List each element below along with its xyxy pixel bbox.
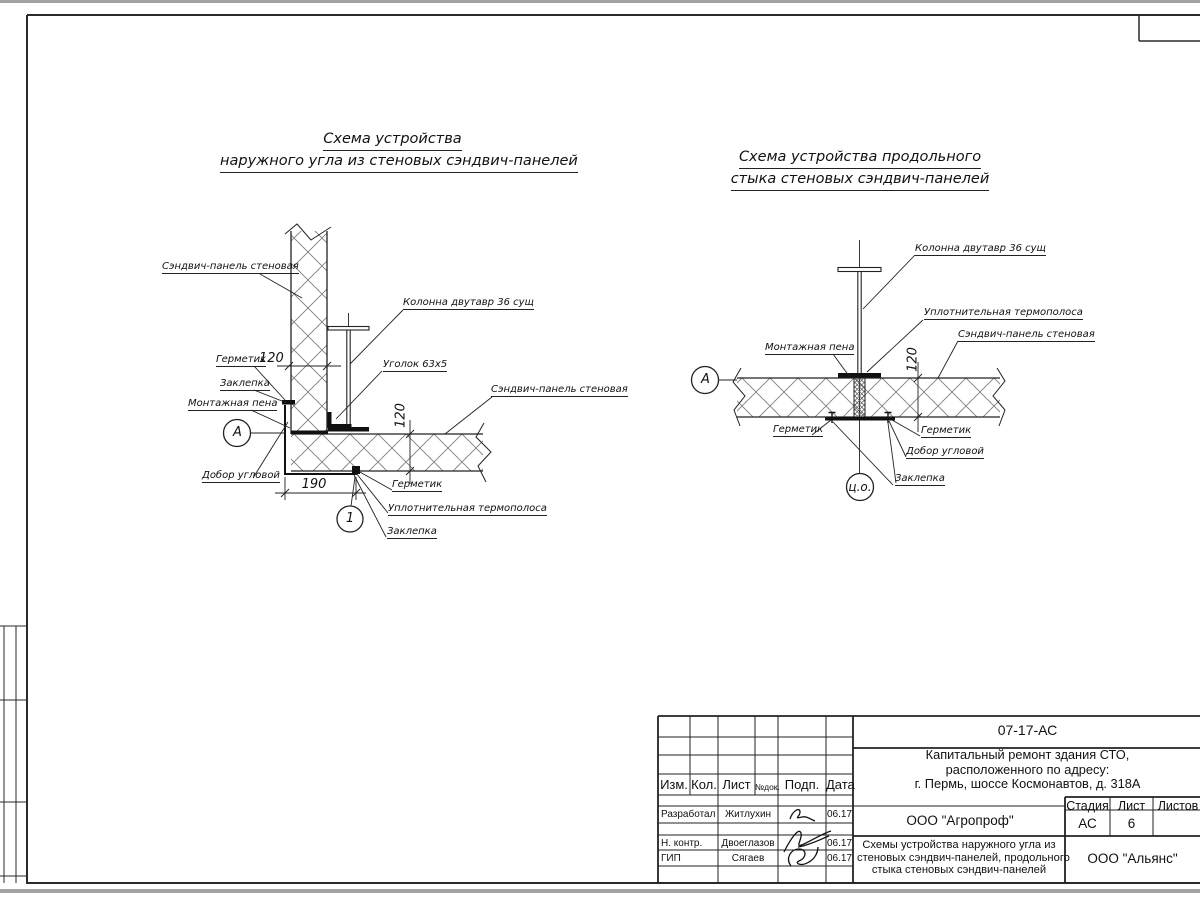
label-rivet-right: Заклепка (895, 473, 945, 484)
date-row1: 06.17 (826, 809, 853, 820)
joint-thermal-strip (854, 378, 865, 417)
label-thermal-strip-right: Уплотнительная термополоса (924, 307, 1083, 318)
titleblock-col-data: Дата (826, 777, 855, 792)
titleblock-project-name (857, 748, 1198, 792)
signatures (784, 810, 831, 866)
right-title-line2: стыка стеновых сэндвич-панелей (731, 169, 990, 191)
label-foam-right: Монтажная пена (765, 342, 855, 353)
left-title-line1: Схема устройства (323, 129, 461, 151)
label-rivet-top: Заклепка (220, 378, 270, 389)
label-corner-trim-left: Добор угловой (202, 470, 280, 481)
label-sandwich-panel-top: Сэндвич-панель стеновая (162, 261, 299, 272)
sheet-title (857, 839, 1070, 877)
label-sandwich-panel: Сэндвич-панель стеновая (958, 329, 1095, 340)
label-angle: Уголок 63х5 (383, 359, 448, 370)
label-sandwich-panel-right: Сэндвич-панель стеновая (491, 384, 628, 395)
role-nkontr: Н. контр. (661, 838, 703, 849)
role-gip: ГИП (661, 853, 681, 864)
label-sealant-bottom: Герметик (392, 479, 443, 490)
center-axis-callout: ц.о. (848, 480, 872, 494)
label-column-right: Колонна двутавр 36 сущ (915, 243, 1046, 254)
left-diagram-title (220, 129, 578, 173)
left-title-line2: наружного угла из стеновых сэндвич-панелей (220, 151, 578, 173)
signature-zhitlukhin (790, 810, 815, 821)
titleblock-col-kol: Кол. (691, 777, 717, 792)
sheet-title-line3: стыка стеновых сэндвич-панелей (871, 864, 1047, 877)
org-customer: ООО "Альянс" (1087, 851, 1178, 866)
date-row3: 06.17 (826, 853, 853, 864)
label-sealant-right: Герметик (921, 425, 972, 436)
dim-panel-thickness-left: 120 (259, 351, 284, 366)
label-sealant-left: Герметик (773, 424, 824, 435)
axis-callout-right: А (701, 372, 710, 387)
stage-value: АС (1078, 816, 1097, 831)
sheets-label: Листов (1157, 799, 1199, 813)
right-title-line1: Схема устройства продольного (739, 147, 981, 169)
signature-dvoeglazov (784, 831, 831, 852)
titleblock-col-podp: Подп. (784, 777, 820, 792)
right-diagram-title (700, 147, 1020, 191)
name-zhitlukhin: Житлухин (724, 809, 772, 820)
name-dvoeglazov: Двоеглазов (721, 838, 775, 849)
label-corner-trim-right: Добор угловой (906, 446, 984, 457)
leaders-left (251, 274, 492, 537)
label-foam-left: Монтажная пена (188, 398, 278, 409)
name-syagaev: Сягаев (731, 853, 765, 864)
titleblock-col-ndoc: №док. (755, 782, 780, 792)
project-line3: г. Пермь, шоссе Космонавтов, д. 318А (914, 776, 1141, 791)
dim-bottom-panel-thickness: 120 (393, 403, 409, 428)
org-designer: ООО "Агропроф" (906, 813, 1014, 828)
bottom-trim (825, 417, 895, 421)
column-ibeam-right (838, 240, 881, 378)
project-line2: расположенного по адресу: (945, 761, 1110, 777)
titleblock-doc-number: 07-17-АС (997, 722, 1058, 738)
sheet-label: Лист (1117, 799, 1146, 813)
dim-corner-offset: 190 (301, 477, 327, 492)
label-column-left: Колонна двутавр 36 сущ (403, 297, 534, 308)
role-razrabotal: Разработал (661, 809, 716, 820)
project-line1: Капитальный ремонт здания СТО, (925, 747, 1130, 762)
date-row2: 06.17 (826, 838, 853, 849)
column-ibeam-left (328, 313, 370, 432)
right-diagram-geometry (692, 240, 1006, 501)
sheet-title-line2: стеновых сэндвич-панелей, продольного (857, 851, 1070, 864)
label-rivet-bottom: Заклепка (387, 526, 437, 537)
titleblock-col-izm: Изм. (660, 777, 688, 792)
label-thermal-strip-left: Уплотнительная термополоса (388, 503, 547, 514)
label-sealant-top: Герметик (216, 354, 267, 365)
stage-label: Стадия (1066, 799, 1109, 813)
sheet-number: 6 (1127, 816, 1136, 831)
sheet-title-line1: Схемы устройства наружного угла из (862, 839, 1056, 851)
dim-panel-thickness-right: 120 (905, 347, 921, 372)
node-callout: 1 (345, 511, 355, 526)
axis-callout-left: А (233, 425, 242, 440)
titleblock-col-list: Лист (722, 777, 751, 792)
